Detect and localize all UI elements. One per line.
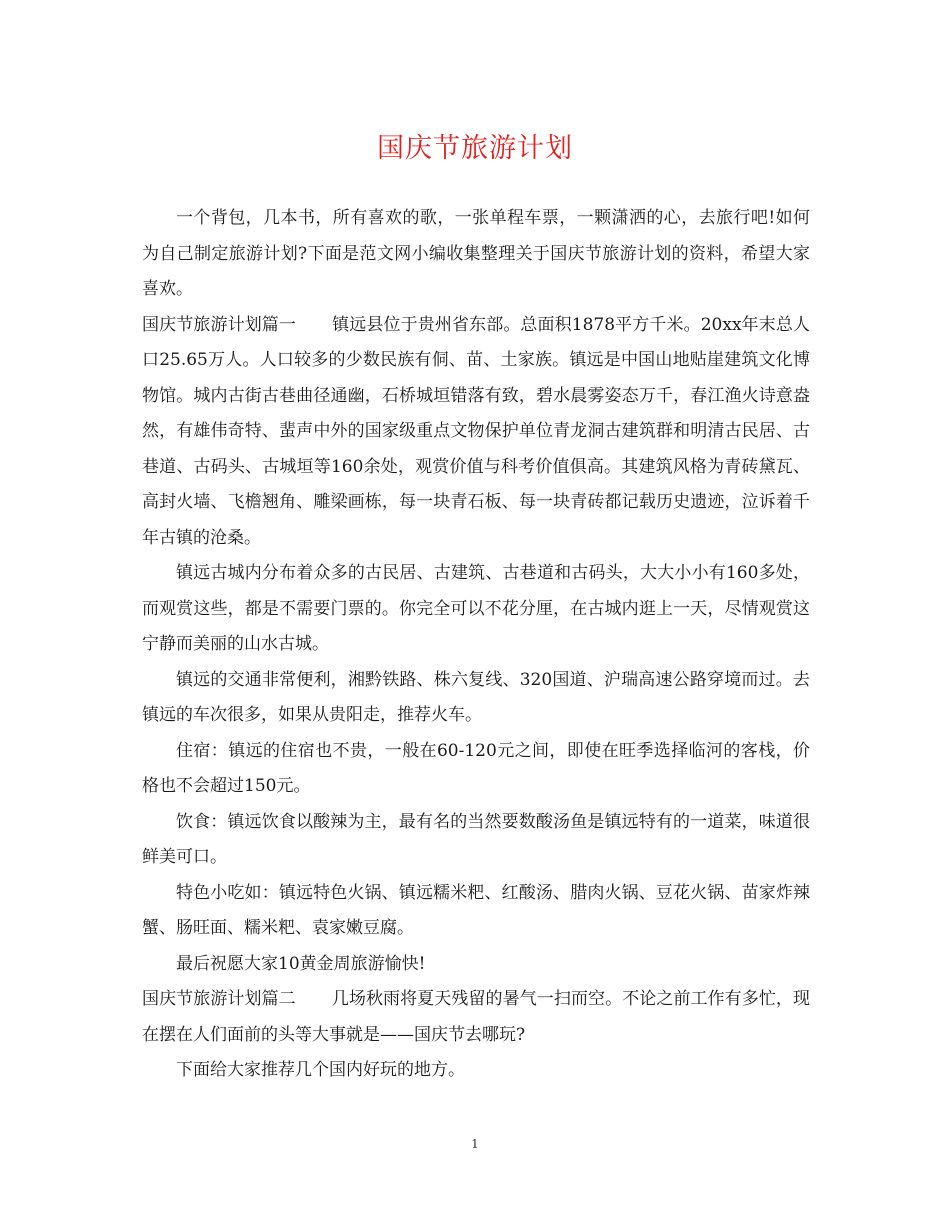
paragraph-section-two: [142, 982, 810, 1053]
document-body: [142, 201, 810, 1089]
paragraph-text: 下面给大家推荐几个国内好玩的地方。: [176, 1060, 465, 1080]
paragraph-lodging: [142, 734, 810, 805]
paragraph-text: 一个背包，几本书，所有喜欢的歌，一张单程车票，一颗潇洒的心，去旅行吧!如何为自己制定旅游计划?下面是范文网小编收集整理关于国庆节旅游计划的资料，希望大家喜欢。: [142, 208, 810, 299]
paragraph-food: [142, 805, 810, 876]
paragraph-text: 镇远县位于贵州省东部。总面积1878平方千米。20xx年末总人口25.65万人。人口较多的少数民族有侗、苗、土家族。镇远是中国山地贴崖建筑文化博物馆。城内古街古巷曲径通幽，石桥城垣错落有致，碧水晨雾姿态万千，春江渔火诗意盎然，有雄伟奇特、蜚声中外的国家级重点文物保护单位青龙洞古建筑群和明清古民居、古巷道、古码头、古城垣等160余处，观赏价值与科考价值俱高。其建筑风格为青砖黛瓦、高封火墙、飞檐翘角、雕梁画栋，每一块青石板、每一块青砖都记载历史遗迹，泣诉着千年古镇的沧桑。: [142, 314, 810, 548]
paragraph-text: 住宿：镇远的住宿也不贵，一般在60-120元之间，即使在旺季选择临河的客栈，价格也不会超过150元。: [142, 740, 810, 796]
paragraph-section-one: [142, 308, 810, 557]
paragraph-text: 饮食：镇远饮食以酸辣为主，最有名的当然要数酸汤鱼是镇远特有的一道菜，味道很鲜美可口。: [142, 811, 810, 867]
paragraph-old-town: [142, 556, 810, 663]
paragraph-wishes: [142, 947, 810, 983]
document-title: 国庆节旅游计划: [377, 133, 573, 164]
section-heading: 国庆节旅游计划篇二: [142, 989, 296, 1009]
paragraph-snacks: [142, 876, 810, 947]
paragraph-text: 最后祝愿大家10黄金周旅游愉快!: [176, 953, 426, 974]
section-heading: 国庆节旅游计划篇一: [142, 314, 297, 335]
paragraph-intro: [142, 201, 810, 308]
paragraph-transport: [142, 663, 810, 734]
page-number: 1: [471, 1137, 479, 1151]
paragraph-text: 镇远的交通非常便利，湘黔铁路、株六复线、320国道、沪瑞高速公路穿境而过。去镇远的车次很多，如果从贵阳走，推荐火车。: [142, 669, 810, 725]
paragraph-text: 几场秋雨将夏天残留的暑气一扫而空。不论之前工作有多忙，现在摆在人们面前的头等大事就是——国庆节去哪玩?: [142, 989, 811, 1045]
paragraph-text: 镇远古城内分布着众多的古民居、古建筑、古巷道和古码头，大大小小有160多处，而观赏这些，都是不需要门票的。你完全可以不花分厘，在古城内逛上一天，尽情观赏这宁静而美丽的山水古城。: [142, 563, 810, 654]
paragraph-recommend: [142, 1053, 810, 1089]
paragraph-text: 特色小吃如：镇远特色火锅、镇远糯米粑、红酸汤、腊肉火锅、豆花火锅、苗家炸辣蟹、肠旺面、糯米粑、袁家嫩豆腐。: [142, 882, 810, 938]
